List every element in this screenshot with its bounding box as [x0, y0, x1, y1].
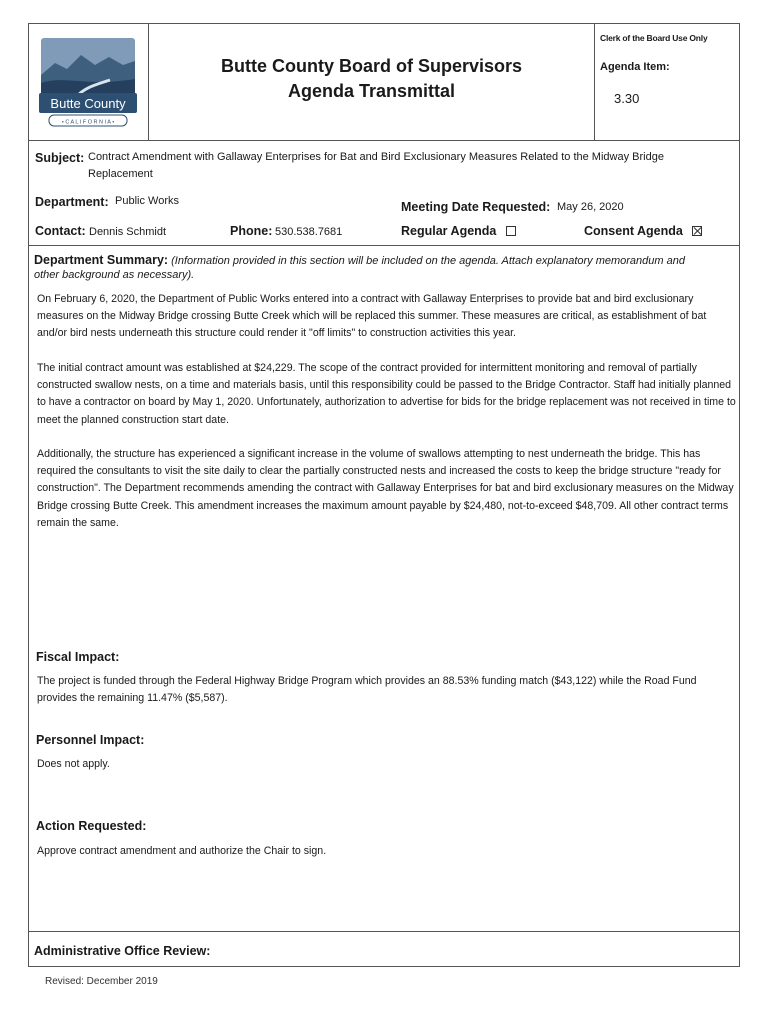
department-summary-header [34, 253, 685, 267]
phone-label: Phone: [230, 224, 273, 238]
fiscal-impact-text: The project is funded through the Federal Highway Bridge Program which provides an 88.53% funding match ($43,122) while the Road Fund provides the remaining 11.47% ($5,587). [37, 675, 697, 705]
fiscal-impact-heading: Fiscal Impact: [36, 650, 120, 664]
regular-agenda-option[interactable] [401, 224, 516, 238]
summary-note-line-1: (Information provided in this section will be included on the agenda. Attach explanatory memorandum and [171, 255, 685, 267]
logo-name-text: Butte County [50, 96, 126, 111]
department-label: Department: [35, 195, 109, 209]
admin-top-rule [28, 931, 740, 932]
subject-line-1: Contract Amendment with Gallaway Enterprises for Bat and Bird Exclusionary Measures Related to the Midway Bridge [88, 151, 664, 163]
agenda-item-value: 3.30 [614, 91, 640, 106]
regular-agenda-label: Regular Agenda [401, 224, 497, 238]
logo-state-text: • C A L I F O R N I A • [61, 119, 115, 126]
revised-note: Revised: December 2019 [45, 976, 158, 987]
personnel-impact-heading: Personnel Impact: [36, 733, 145, 747]
info-bottom-rule [28, 245, 740, 246]
department-value: Public Works [115, 195, 179, 207]
header-bottom-rule [28, 140, 740, 141]
consent-agenda-checkbox[interactable] [692, 226, 702, 236]
consent-agenda-label: Consent Agenda [584, 224, 683, 238]
subject-label: Subject: [35, 151, 85, 165]
page-title [149, 54, 594, 104]
meeting-date-value: May 26, 2020 [557, 201, 624, 213]
title-line-2: Agenda Transmittal [287, 81, 456, 101]
butte-county-logo [35, 35, 141, 129]
admin-review-heading: Administrative Office Review: [34, 944, 211, 958]
personnel-impact-text: Does not apply. [37, 758, 110, 770]
department-summary-heading: Department Summary: [34, 253, 169, 267]
clerk-note: Clerk of the Board Use Only [600, 33, 708, 43]
summary-paragraph-3: Additionally, the structure has experienced a significant increase in the volume of swallows attempting to nest underneath the bridge. This has required the consultants to visit the site daily to clear the partially constructed nests and increased the costs to keep the bridge structure "ready for construction". The Department recommends amending the contract with Gallaway Enterprises for bat and bird exclusionary measures on the Midway Bridge crossing Butte Creek. This amendment increases the maximum amount payable by $24,480, not-to-exceed $48,709. All other contract terms remain the same. [37, 448, 734, 529]
meeting-date-label: Meeting Date Requested: [401, 200, 551, 214]
subject-line-2: Replacement [88, 168, 153, 180]
summary-paragraph-2: The initial contract amount was established at $24,229. The scope of the contract provided for intermittent monitoring and removal of partially constructed swallow nests, on a time and materials basis, until this responsibility could be passed to the Bridge Contractor. Staff had initially planned to have a contractor on board by May 1, 2020. Unfortunately, authorization to advertise for bids for the bridge replacement was not received in time to meet the planned construction start date. [37, 362, 736, 426]
agenda-item-label: Agenda Item: [600, 61, 670, 73]
contact-value: Dennis Schmidt [89, 226, 167, 238]
header-divider-right [594, 23, 595, 140]
consent-agenda-option[interactable] [584, 224, 702, 238]
title-line-1: Butte County Board of Supervisors [220, 56, 523, 76]
action-requested-text: Approve contract amendment and authorize the Chair to sign. [37, 845, 327, 857]
regular-agenda-checkbox[interactable] [506, 226, 516, 236]
summary-paragraph-1: On February 6, 2020, the Department of Public Works entered into a contract with Gallaway Enterprises to provide bat and bird exclusionary measures on the Midway Bridge crossing Butte Creek which will be replaced this summer. These measures are critical, as establishment of bat and/or bird nests underneath this structure could render it "off limits" to construction activities this year. [37, 293, 707, 340]
action-requested-heading: Action Requested: [36, 819, 147, 833]
contact-label: Contact: [35, 224, 86, 238]
phone-value: 530.538.7681 [275, 226, 343, 238]
summary-note-line-2: other background as necessary). [34, 269, 195, 281]
